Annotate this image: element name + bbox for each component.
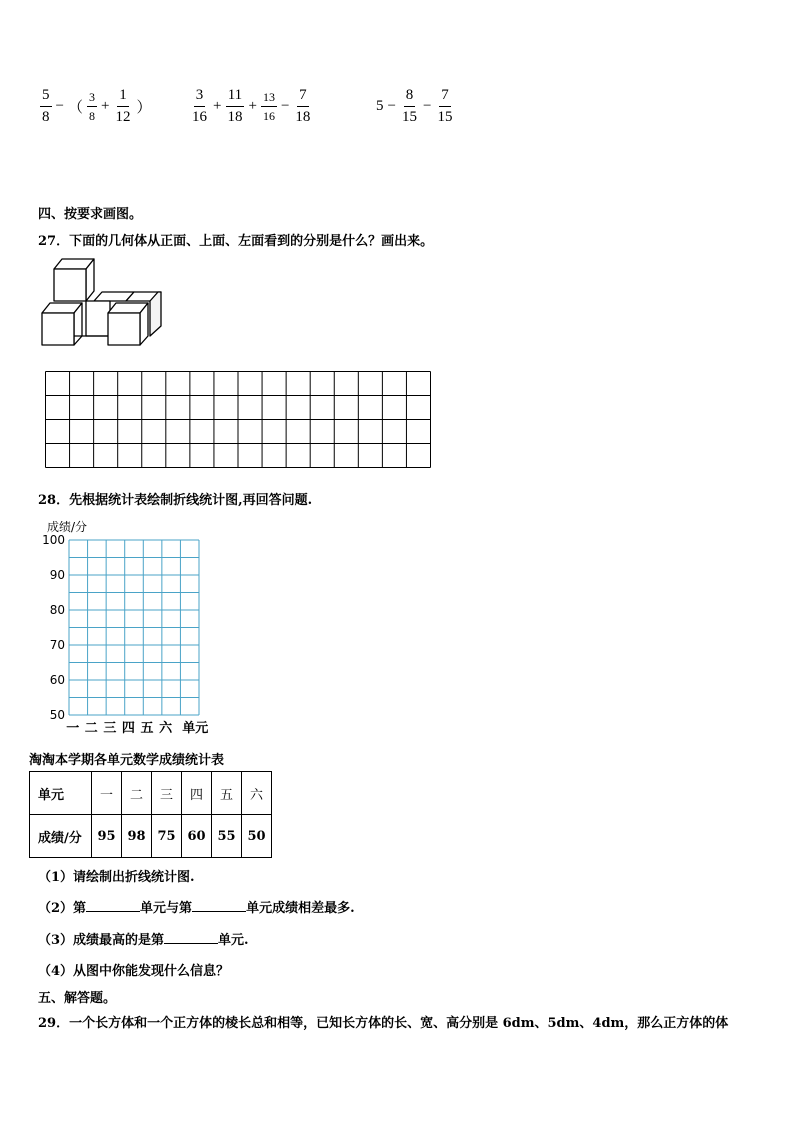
drawing-grid[interactable] <box>45 371 431 468</box>
table-cell: 98 <box>122 815 152 858</box>
cube-figure <box>38 255 168 350</box>
answer-blank[interactable] <box>192 900 246 912</box>
table-cell: 50 <box>242 815 272 858</box>
fraction: $\frac{8}{15}$ <box>401 87 417 125</box>
y-tick-label: 80 <box>49 603 65 617</box>
sub-question-1: （1）请绘制出折线统计图. <box>38 870 195 885</box>
table-cell: 二 <box>122 772 152 815</box>
expression-1: $\frac{5}{8}$ − （ $\frac{3}{8}$ + $\frac{1}{12}$ ） <box>42 87 152 125</box>
table-cell: 三 <box>152 772 182 815</box>
fraction: $\frac{7}{18}$ <box>295 87 311 125</box>
expression-2: $\frac{3}{16}$ + $\frac{11}{18}$ + $\frac{13}{16}$ − $\frac{7}{18}$ <box>192 87 311 125</box>
cube-front-face <box>54 269 86 301</box>
question-28: 28．先根据统计表绘制折线统计图,再回答问题. <box>38 493 313 508</box>
table-cell: 95 <box>92 815 122 858</box>
fraction: $\frac{1}{12}$ <box>115 87 131 125</box>
table-cell: 四 <box>182 772 212 815</box>
x-tick-label: 三 <box>103 721 117 736</box>
sub-question-2: （2）第 单元与第 单元成绩相差最多. <box>38 901 355 916</box>
table-cell: 五 <box>212 772 242 815</box>
expression-3: 5 − $\frac{8}{15}$ − $\frac{7}{15}$ <box>376 87 453 125</box>
table-header-score: 成绩/分 <box>30 815 92 858</box>
answer-blank[interactable] <box>164 932 218 944</box>
table-header-unit: 单元 <box>30 772 92 815</box>
chart-ylabel: 成绩/分 <box>47 520 88 534</box>
line-chart[interactable] <box>30 530 230 740</box>
x-tick-label: 六 <box>159 721 173 736</box>
y-tick-label: 100 <box>42 533 65 547</box>
section-4-title: 四、按要求画图。 <box>38 207 143 222</box>
question-27: 27．下面的几何体从正面、上面、左面看到的分别是什么？画出来。 <box>38 234 434 249</box>
table-cell: 75 <box>152 815 182 858</box>
question-29: 29．一个长方体和一个正方体的棱长总和相等，已知长方体的长、宽、高分别是 6dm、5dm、4dm，那么正方体的体 <box>38 1016 729 1031</box>
fraction: $\frac{13}{16}$ <box>262 90 275 123</box>
sub-question-3: （3）成绩最高的是第 单元. <box>38 933 249 948</box>
y-tick-label: 50 <box>49 708 65 722</box>
fraction: $\frac{3}{8}$ <box>88 90 95 123</box>
x-tick-label: 五 <box>140 721 154 736</box>
fraction: $\frac{7}{15}$ <box>437 87 453 125</box>
fraction: $\frac{11}{18}$ <box>227 87 243 125</box>
table-cell: 55 <box>212 815 242 858</box>
score-table <box>29 771 272 858</box>
fraction: $\frac{5}{8}$ <box>42 87 50 125</box>
x-tick-label: 二 <box>84 721 98 736</box>
x-tick-label: 一 <box>66 721 80 736</box>
y-tick-label: 60 <box>49 673 65 687</box>
table-cell: 六 <box>242 772 272 815</box>
y-tick-label: 90 <box>49 568 65 582</box>
section-5-title: 五、解答题。 <box>38 991 117 1006</box>
table-cell: 60 <box>182 815 212 858</box>
x-tick-label: 四 <box>121 721 135 736</box>
x-axis-label: 单元 <box>182 721 209 736</box>
sub-question-4: （4）从图中你能发现什么信息？ <box>38 964 230 979</box>
fraction: $\frac{3}{16}$ <box>192 87 207 125</box>
table-cell: 一 <box>92 772 122 815</box>
answer-blank[interactable] <box>86 900 140 912</box>
y-tick-label: 70 <box>49 638 65 652</box>
table-caption: 淘淘本学期各单元数学成绩统计表 <box>29 753 225 768</box>
